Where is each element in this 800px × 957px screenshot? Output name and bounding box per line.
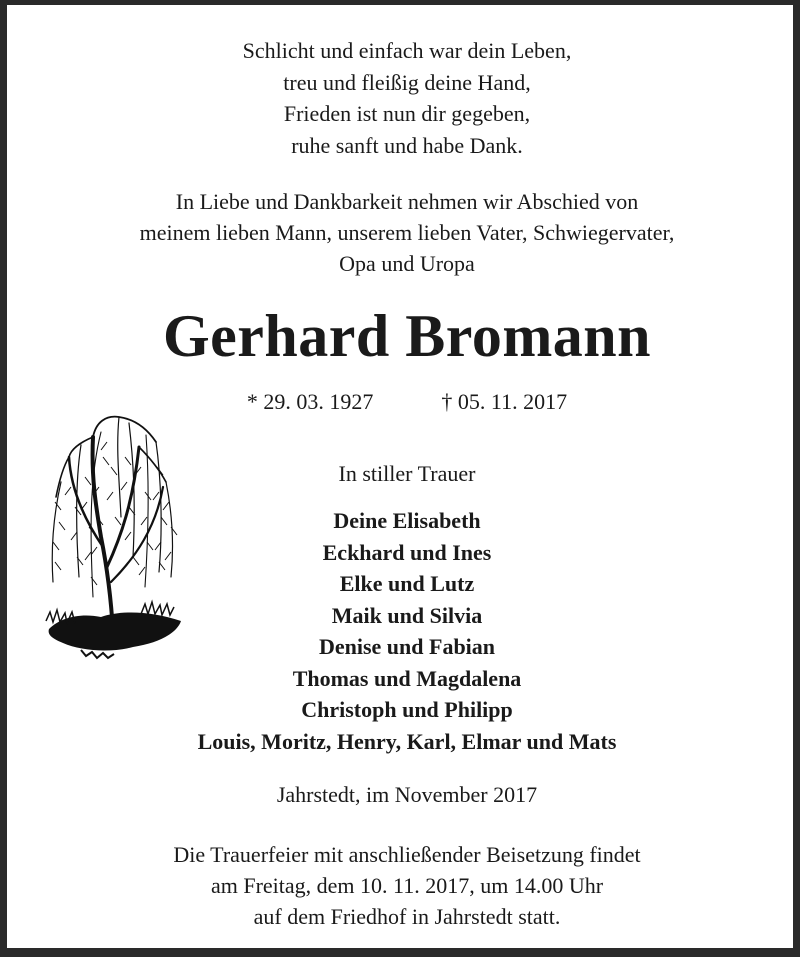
mourner-entry: Christoph und Philipp <box>301 697 513 722</box>
mourner-entry: Elke und Lutz <box>339 571 475 596</box>
intro-line: meinem lieben Mann, unserem lieben Vater, Schwiegervater, <box>139 220 675 245</box>
birth-date: * 29. 03. 1927 <box>246 389 374 414</box>
mourner-entry: Deine Elisabeth <box>333 508 481 533</box>
deceased-name: Gerhard Bromann <box>162 303 652 369</box>
mourner-entry: Thomas und Magdalena <box>292 666 522 691</box>
mourner-entry: Eckhard und Ines <box>322 540 492 565</box>
funeral-line: Die Trauerfeier mit anschließender Beisetzung findet <box>173 842 641 867</box>
poem-line: ruhe sanft und habe Dank. <box>291 133 523 158</box>
place-and-date: Jahrstedt, im November 2017 <box>276 782 538 807</box>
poem-line: Schlicht und einfach war dein Leben, <box>242 38 572 63</box>
poem-line: Frieden ist nun dir gegeben, <box>283 101 531 126</box>
mourner-entry: Denise und Fabian <box>318 634 496 659</box>
death-date: † 05. 11. 2017 <box>441 389 568 414</box>
funeral-line: am Freitag, dem 10. 11. 2017, um 14.00 Uhr <box>210 873 604 898</box>
mourner-entry: Louis, Moritz, Henry, Karl, Elmar und Mats <box>197 729 617 754</box>
mourner-entry: Maik und Silvia <box>331 603 483 628</box>
mourning-heading: In stiller Trauer <box>338 461 476 486</box>
funeral-line: auf dem Friedhof in Jahrstedt statt. <box>253 904 561 929</box>
intro-line: Opa und Uropa <box>339 251 475 276</box>
intro-line: In Liebe und Dankbarkeit nehmen wir Abschied von <box>175 189 639 214</box>
poem-line: treu und fleißig deine Hand, <box>283 70 531 95</box>
